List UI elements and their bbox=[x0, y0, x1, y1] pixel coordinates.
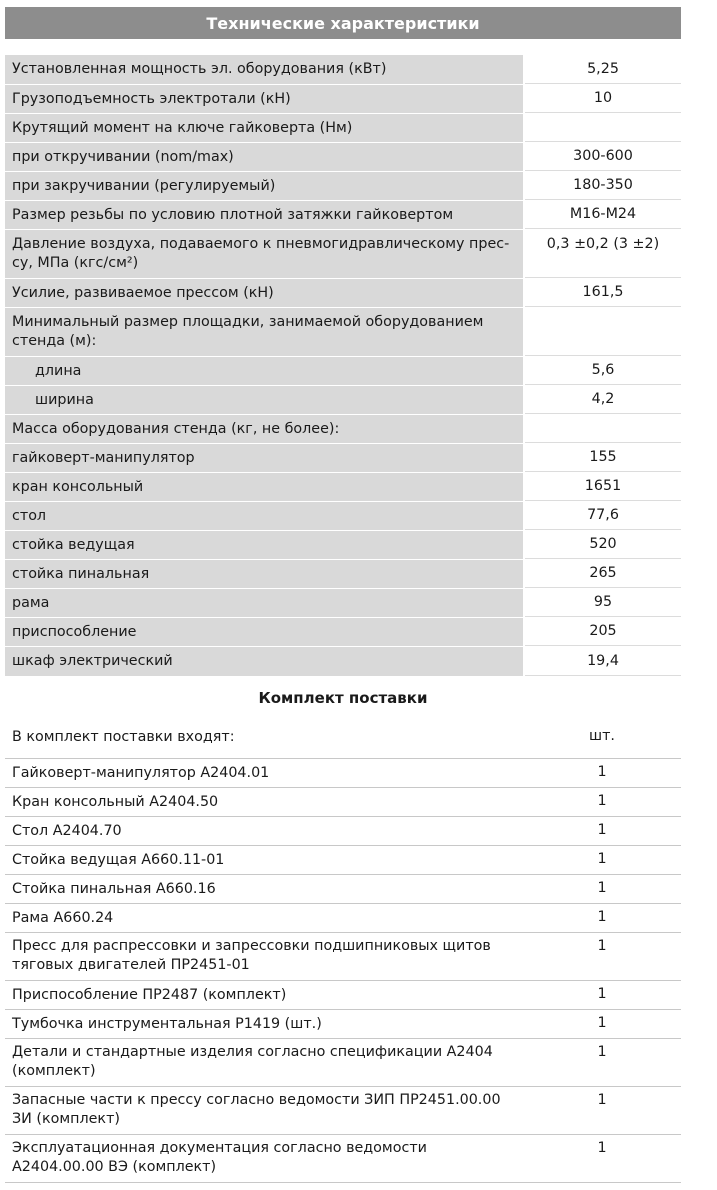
spec-label: приспособление bbox=[5, 618, 523, 646]
spec-row bbox=[5, 55, 681, 85]
delivery-item-qty: 1 bbox=[597, 938, 607, 954]
delivery-item-qty: 1 bbox=[597, 1044, 607, 1060]
delivery-item-qty: 1 bbox=[597, 1092, 607, 1108]
specs-table bbox=[5, 55, 681, 677]
spec-row bbox=[5, 172, 681, 201]
spec-value: 5,25 bbox=[525, 55, 681, 84]
spec-row bbox=[5, 560, 681, 589]
spec-value: 520 bbox=[525, 531, 681, 559]
delivery-item-label: Кран консольный А2404.50 bbox=[12, 793, 219, 810]
spec-label: Масса оборудования стенда (кг, не более): bbox=[5, 415, 523, 443]
spec-label: стойка ведущая bbox=[5, 531, 523, 559]
delivery-item-label: Запасные части к прессу согласно ведомости ЗИП ПР2451.00.00 ЗИ (комплект) bbox=[12, 1092, 501, 1127]
delivery-row bbox=[5, 788, 681, 817]
spec-row bbox=[5, 618, 681, 647]
spec-label: Минимальный размер площадки, занимаемой оборудованием стенда (м): bbox=[5, 308, 523, 356]
spec-row bbox=[5, 502, 681, 531]
spec-row bbox=[5, 85, 681, 114]
spec-value: 95 bbox=[525, 589, 681, 617]
delivery-row bbox=[5, 933, 681, 981]
spec-label: Давление воздуха, подаваемого к пневмогидравлическому прес-су, МПа (кгс/см²) bbox=[5, 230, 523, 278]
spec-value: М16-М24 bbox=[525, 201, 681, 229]
delivery-item-qty: 1 bbox=[597, 851, 607, 867]
spec-label: Установленная мощность эл. оборудования (кВт) bbox=[5, 55, 523, 84]
delivery-header-unit: шт. bbox=[589, 728, 615, 744]
spec-label: при закручивании (регулируемый) bbox=[5, 172, 523, 200]
spec-value: 205 bbox=[525, 618, 681, 646]
spec-label: ширина bbox=[5, 386, 523, 414]
delivery-item-label: Приспособление ПР2487 (комплект) bbox=[12, 986, 287, 1003]
spec-label: при откручивании (nom/max) bbox=[5, 143, 523, 171]
delivery-row bbox=[5, 981, 681, 1010]
spec-row bbox=[5, 386, 681, 415]
spec-value: 10 bbox=[525, 85, 681, 113]
delivery-item-qty: 1 bbox=[597, 986, 607, 1002]
spec-label: Грузоподъемность электротали (кН) bbox=[5, 85, 523, 113]
delivery-item-qty: 1 bbox=[597, 1015, 607, 1031]
delivery-row bbox=[5, 1135, 681, 1183]
spec-label: длина bbox=[5, 357, 523, 385]
spec-row bbox=[5, 279, 681, 308]
delivery-row bbox=[5, 1039, 681, 1087]
spec-value bbox=[525, 308, 681, 356]
delivery-item-label: Пресс для распрессовки и запрессовки подшипниковых щитов тяговых двигателей ПР2451-01 bbox=[12, 938, 491, 973]
spec-value: 1651 bbox=[525, 473, 681, 501]
spec-label: стойка пинальная bbox=[5, 560, 523, 588]
spec-label: Усилие, развиваемое прессом (кН) bbox=[5, 279, 523, 307]
spec-label: гайковерт-манипулятор bbox=[5, 444, 523, 472]
delivery-item-label: Рама А660.24 bbox=[12, 909, 114, 926]
delivery-item-qty: 1 bbox=[597, 880, 607, 896]
delivery-row bbox=[5, 875, 681, 904]
spec-row bbox=[5, 308, 681, 357]
spec-row bbox=[5, 444, 681, 473]
spec-value: 5,6 bbox=[525, 357, 681, 385]
delivery-item-label: Эксплуатационная документация согласно ведомости А2404.00.00 ВЭ (комплект) bbox=[12, 1140, 427, 1175]
delivery-item-qty: 1 bbox=[597, 764, 607, 780]
spec-row bbox=[5, 647, 681, 677]
spec-value: 300-600 bbox=[525, 143, 681, 171]
spec-row bbox=[5, 473, 681, 502]
spec-value: 19,4 bbox=[525, 647, 681, 676]
delivery-section bbox=[5, 684, 681, 1183]
delivery-item-label: Стойка пинальная А660.16 bbox=[12, 880, 216, 897]
delivery-title: Комплект поставки bbox=[258, 689, 428, 707]
delivery-item-label: Гайковерт-манипулятор А2404.01 bbox=[12, 764, 270, 781]
delivery-row bbox=[5, 759, 681, 788]
delivery-item-label: Стойка ведущая А660.11-01 bbox=[12, 851, 225, 868]
spec-row bbox=[5, 201, 681, 230]
delivery-item-qty: 1 bbox=[597, 822, 607, 838]
delivery-header-row bbox=[5, 716, 681, 759]
spec-value: 77,6 bbox=[525, 502, 681, 530]
spec-row bbox=[5, 230, 681, 279]
delivery-item-qty: 1 bbox=[597, 1140, 607, 1156]
spec-value: 265 bbox=[525, 560, 681, 588]
delivery-item-qty: 1 bbox=[597, 793, 607, 809]
spec-value: 155 bbox=[525, 444, 681, 472]
spec-label: кран консольный bbox=[5, 473, 523, 501]
spec-label: Размер резьбы по условию плотной затяжки гайковертом bbox=[5, 201, 523, 229]
spec-row bbox=[5, 143, 681, 172]
spec-row bbox=[5, 357, 681, 386]
delivery-row bbox=[5, 817, 681, 846]
spec-label: стол bbox=[5, 502, 523, 530]
spec-label: Крутящий момент на ключе гайковерта (Нм) bbox=[5, 114, 523, 142]
delivery-row bbox=[5, 904, 681, 933]
spec-value bbox=[525, 114, 681, 142]
spec-value: 0,3 ±0,2 (3 ±2) bbox=[525, 230, 681, 278]
delivery-row bbox=[5, 1010, 681, 1039]
delivery-header-label: В комплект поставки входят: bbox=[12, 728, 235, 745]
specs-header-bar bbox=[5, 7, 681, 39]
delivery-item-qty: 1 bbox=[597, 909, 607, 925]
spec-value: 4,2 bbox=[525, 386, 681, 414]
spec-row bbox=[5, 589, 681, 618]
spec-value: 180-350 bbox=[525, 172, 681, 200]
spec-row bbox=[5, 415, 681, 444]
delivery-item-label: Стол А2404.70 bbox=[12, 822, 122, 839]
spec-value: 161,5 bbox=[525, 279, 681, 307]
delivery-row bbox=[5, 846, 681, 875]
specs-title: Технические характеристики bbox=[206, 13, 480, 33]
delivery-row bbox=[5, 1087, 681, 1135]
spec-row bbox=[5, 531, 681, 560]
spec-label: рама bbox=[5, 589, 523, 617]
spec-row bbox=[5, 114, 681, 143]
delivery-item-label: Тумбочка инструментальная Р1419 (шт.) bbox=[12, 1015, 322, 1032]
delivery-item-label: Детали и стандартные изделия согласно спецификации А2404 (комплект) bbox=[12, 1044, 493, 1079]
spec-label: шкаф электрический bbox=[5, 647, 523, 676]
spec-value bbox=[525, 415, 681, 443]
